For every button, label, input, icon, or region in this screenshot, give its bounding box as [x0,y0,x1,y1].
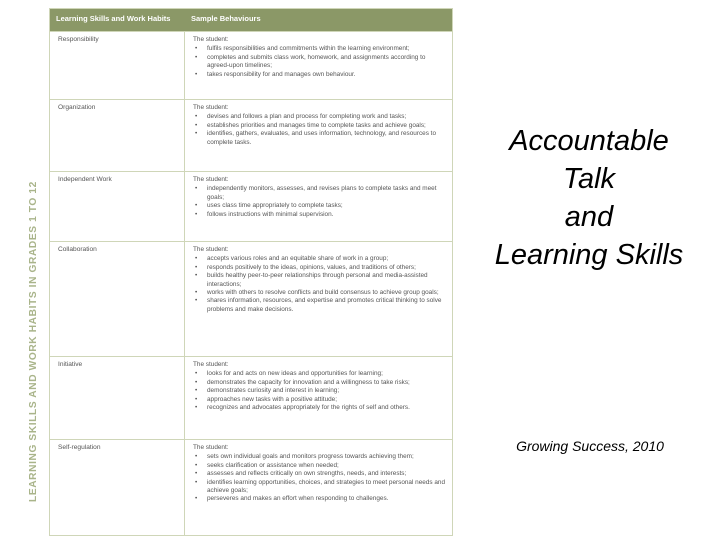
behaviour-item: • works with others to resolve conflicts and build consensus to achieve group goals; [207,289,448,297]
title-line: Learning Skills [494,239,684,271]
source-citation: Growing Success, 2010 [516,438,664,454]
skill-label: Collaboration [58,246,97,253]
table-row [50,171,452,242]
skill-label: Organization [58,104,96,111]
table-row [50,356,452,440]
title-line: Talk [562,163,616,195]
behaviour-item: • builds healthy peer-to-peer relationships through personal and media-assisted interactions; [207,272,448,289]
header-sample-behaviours: Sample Behaviours [191,14,261,23]
table-header [50,9,452,31]
behaviour-intro: The student: [193,36,229,43]
behaviour-item: • demonstrates the capacity for innovation and a willingness to take risks; [207,379,448,387]
behaviour-item: • establishes priorities and manages time to complete tasks and achieve goals; [207,122,448,130]
skill-label: Initiative [58,361,83,368]
behaviour-item: • identifies learning opportunities, choices, and strategies to meet personal needs and achieve goals; [207,479,448,496]
behaviour-intro: The student: [193,246,229,253]
behaviour-item: • assesses and reflects critically on own strengths, needs, and interests; [207,470,448,478]
behaviour-item: • demonstrates curiosity and interest in learning; [207,387,448,395]
behaviour-intro: The student: [193,176,229,183]
behaviour-item: • sets own individual goals and monitors progress towards achieving them; [207,453,448,461]
behaviour-item: • approaches new tasks with a positive attitude; [207,396,448,404]
behaviours-cell [193,104,448,147]
skill-label: Independent Work [58,176,112,183]
behaviour-item: • completes and submits class work, homework, and assignments according to agreed-upon timelines; [207,54,448,71]
skill-label: Responsibility [58,36,99,43]
behaviour-item: • follows instructions with minimal supervision. [207,211,448,219]
behaviour-intro: The student: [193,104,229,111]
behaviour-item: • uses class time appropriately to complete tasks; [207,202,448,210]
behaviours-cell [193,361,448,412]
behaviour-item: • identifies, gathers, evaluates, and uses information, technology, and resources to complete tasks. [207,130,448,147]
behaviour-item: • seeks clarification or assistance when needed; [207,462,448,470]
behaviours-cell [193,246,448,314]
header-learning-skills: Learning Skills and Work Habits [56,14,171,23]
behaviour-item: • takes responsibility for and manages own behaviour. [207,71,448,79]
side-label [0,8,46,508]
behaviours-cell [193,36,448,79]
learning-skills-table [49,8,453,536]
table-row [50,99,452,172]
behaviour-intro: The student: [193,361,229,368]
behaviour-item: • recognizes and advocates appropriately for the rights of self and others. [207,404,448,412]
skill-label: Self-regulation [58,444,101,451]
table-row [50,31,452,100]
behaviour-item: • shares information, resources, and expertise and promotes critical thinking to solve problems and make decisions. [207,297,448,314]
title-line: and [564,201,614,233]
title-line: Accountable [509,125,669,157]
behaviour-item: • looks for and acts on new ideas and opportunities for learning; [207,370,448,378]
behaviour-intro: The student: [193,444,229,451]
behaviour-item: • perseveres and makes an effort when responding to challenges. [207,495,448,503]
behaviours-cell [193,444,448,504]
behaviour-item: • fulfils responsibilities and commitments within the learning environment; [207,45,448,53]
behaviour-item: • accepts various roles and an equitable share of work in a group; [207,255,448,263]
side-label-text: LEARNING SKILLS AND WORK HABITS IN GRADES 1 TO 12 [28,181,39,502]
behaviour-item: • responds positively to the ideas, opinions, values, and traditions of others; [207,264,448,272]
table-row [50,439,452,536]
behaviours-cell [193,176,448,219]
behaviour-item: • devises and follows a plan and process for completing work and tasks; [207,113,448,121]
behaviour-item: • independently monitors, assesses, and revises plans to complete tasks and meet goals; [207,185,448,202]
table-row [50,241,452,357]
slide-title [470,122,708,274]
